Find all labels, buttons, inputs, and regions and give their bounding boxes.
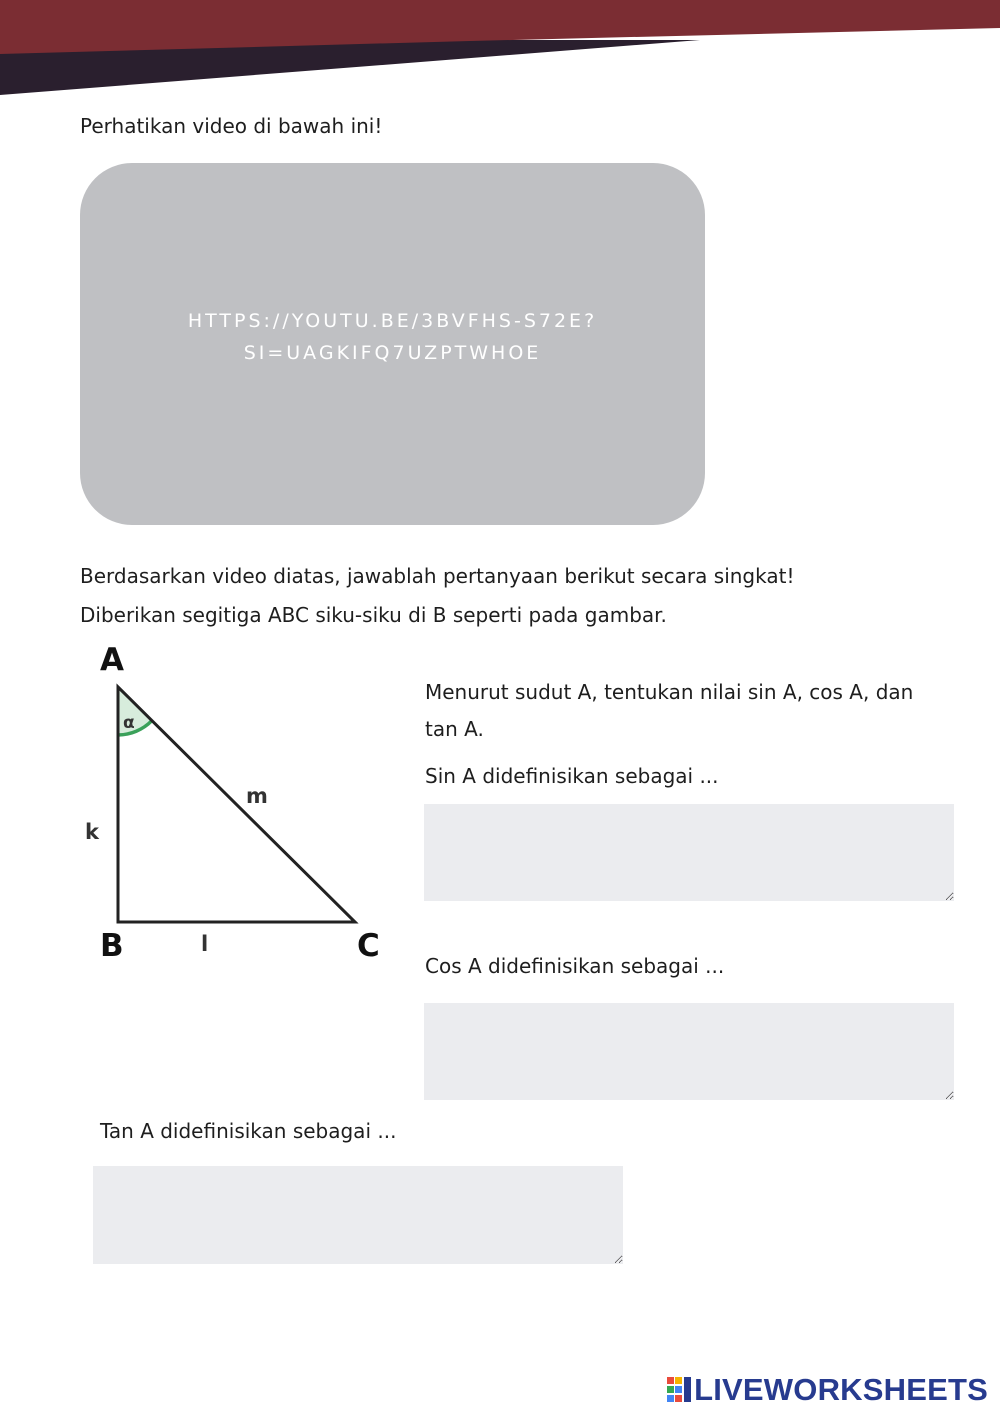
- video-link-text[interactable]: HTTPS://YOUTU.BE/3BVFHS-S72E?SI=UAGKIFQ7UZPTWHOE: [187, 310, 598, 364]
- side-k-label: k: [85, 820, 99, 844]
- liveworksheets-wordmark: LIVEWORKSHEETS: [694, 1372, 988, 1407]
- sin-answer-field[interactable]: [424, 804, 954, 901]
- liveworksheets-logo-icon: [667, 1377, 691, 1403]
- vertex-a-label: A: [100, 642, 124, 678]
- angle-alpha-label: α: [123, 713, 135, 733]
- side-m-label: m: [246, 784, 268, 808]
- instruction-line-2: Diberikan segitiga ABC siku-siku di B seperti pada gambar.: [80, 603, 667, 627]
- tan-answer-field[interactable]: [93, 1166, 623, 1264]
- video-link-box[interactable]: [80, 163, 705, 525]
- tan-question-label: Tan A didefinisikan sebagai ...: [100, 1119, 397, 1143]
- right-triangle-figure: [80, 635, 400, 975]
- question-main: Menurut sudut A, tentukan nilai sin A, cos A, dan tan A.: [425, 680, 914, 741]
- intro-text: Perhatikan video di bawah ini!: [80, 114, 383, 138]
- side-l-label: l: [201, 932, 209, 956]
- liveworksheets-brand: [667, 1373, 988, 1407]
- header-band: [0, 0, 1000, 100]
- cos-question-label: Cos A didefinisikan sebagai ...: [425, 954, 725, 978]
- triangle-shape: [118, 687, 355, 922]
- sin-question-label: Sin A didefinisikan sebagai ...: [425, 764, 719, 788]
- vertex-c-label: C: [357, 928, 380, 964]
- cos-answer-field[interactable]: [424, 1003, 954, 1100]
- instruction-line-1: Berdasarkan video diatas, jawablah pertanyaan berikut secara singkat!: [80, 564, 795, 588]
- vertex-b-label: B: [100, 928, 124, 964]
